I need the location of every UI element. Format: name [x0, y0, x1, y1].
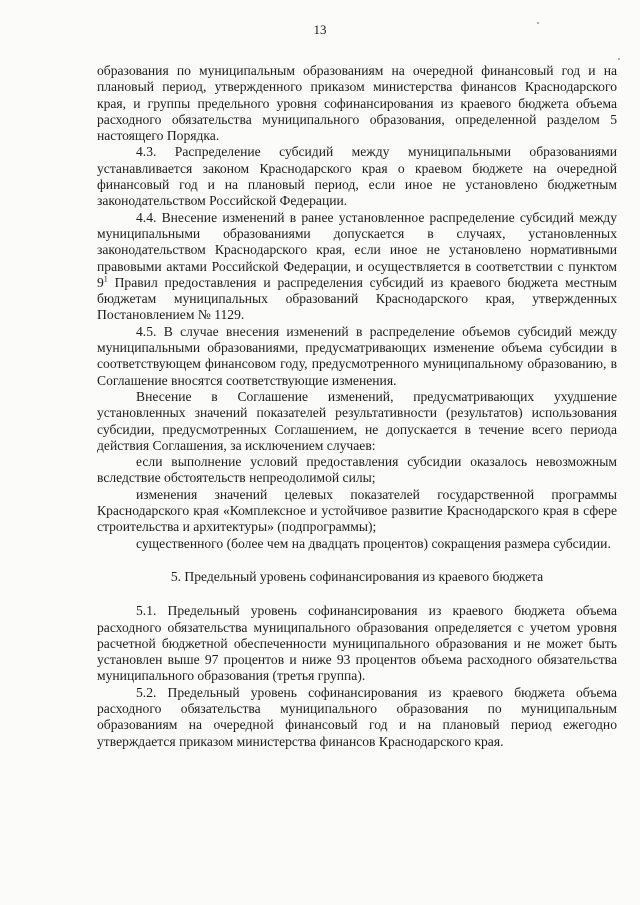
- paragraph-5-1: 5.1. Предельный уровень софинансирования из краевого бюджета объема расходного обязательства муниципального образования определяется с учетом уровня расчетной бюджетной обеспеченности муниципального образования и не может быть установлен выше 97 процентов и ниже 93 процентов объема расходного обязательства муниципального образования (третья группа).: [97, 603, 617, 684]
- paragraph-continuation: образования по муниципальным образованиям на очередной финансовый год и на плановый период, утвержденного приказом министерства финансов Краснодарского края, и группы предельного уровня софинансирования из краевого бюджета объема расходного обязательства муниципального образования, определенной разделом 5 настоящего Порядка.: [97, 63, 617, 144]
- paragraph-case-2: изменения значений целевых показателей государственной программы Краснодарского края «Комплексное и устойчивое развитие Краснодарского края в сфере строительства и архитектуры» (подпрограммы);: [97, 486, 617, 535]
- section-heading: 5. Предельный уровень софинансирования из краевого бюджета: [170, 568, 544, 584]
- paragraph-case-3: существенного (более чем на двадцать процентов) сокращения размера субсидии.: [136, 535, 611, 551]
- paragraph-case-1: если выполнение условий предоставления субсидии оказалось невозможным вследствие обстоятельств непреодолимой силы;: [97, 454, 617, 486]
- document-body: [97, 63, 617, 750]
- paragraph-4-3: 4.3. Распределение субсидий между муниципальными образованиями устанавливается законом Краснодарского края о краевом бюджете на очередной финансовый год и на плановый период, если иное не установлено бюджетным законодательством Российской Федерации.: [97, 144, 617, 209]
- paragraph-5-2: 5.2. Предельный уровень софинансирования из краевого бюджета объема расходного обязательства муниципального образования по муниципальным образованиям на очередной финансовый год и на плановый период ежегодно утверждается приказом министерства финансов Краснодарского края.: [97, 684, 617, 749]
- paragraph-4-4: [97, 210, 617, 324]
- paragraph-4-5: 4.5. В случае внесения изменений в распределение объемов субсидий между муниципальными образованиями, предусматривающих изменение объема субсидии в соответствующем финансовом году, предусмотренного муниципальному образованию, в Соглашение вносятся соответствующие изменения.: [97, 323, 617, 388]
- paragraph-amendment: Внесение в Соглашение изменений, предусматривающих ухудшение установленных значений показателей результативности (результатов) использования субсидии, предусмотренных Соглашением, не допускается в течение всего периода действия Соглашения, за исключением случаев:: [97, 388, 617, 453]
- paragraph-4-4-text-end: Правил предоставления и распределения субсидий из краевого бюджета местным бюджетам муниципальных образований Краснодарского края, утвержденных Постановлением № 1129.: [97, 274, 617, 323]
- scan-speck: [618, 58, 620, 60]
- paragraph-4-4-text: 4.4. Внесение изменений в ранее установленное распределение субсидий между муниципальными образованиями допускается в случаях, установленных законодательством Краснодарского края, если иное не установлено нормативными правовыми актами Российской Федерации, и осуществляется в соответствии с пунктом 9: [97, 209, 617, 290]
- scan-speck: [537, 22, 539, 24]
- page-number: 13: [313, 22, 327, 37]
- superscript: 1: [103, 274, 108, 284]
